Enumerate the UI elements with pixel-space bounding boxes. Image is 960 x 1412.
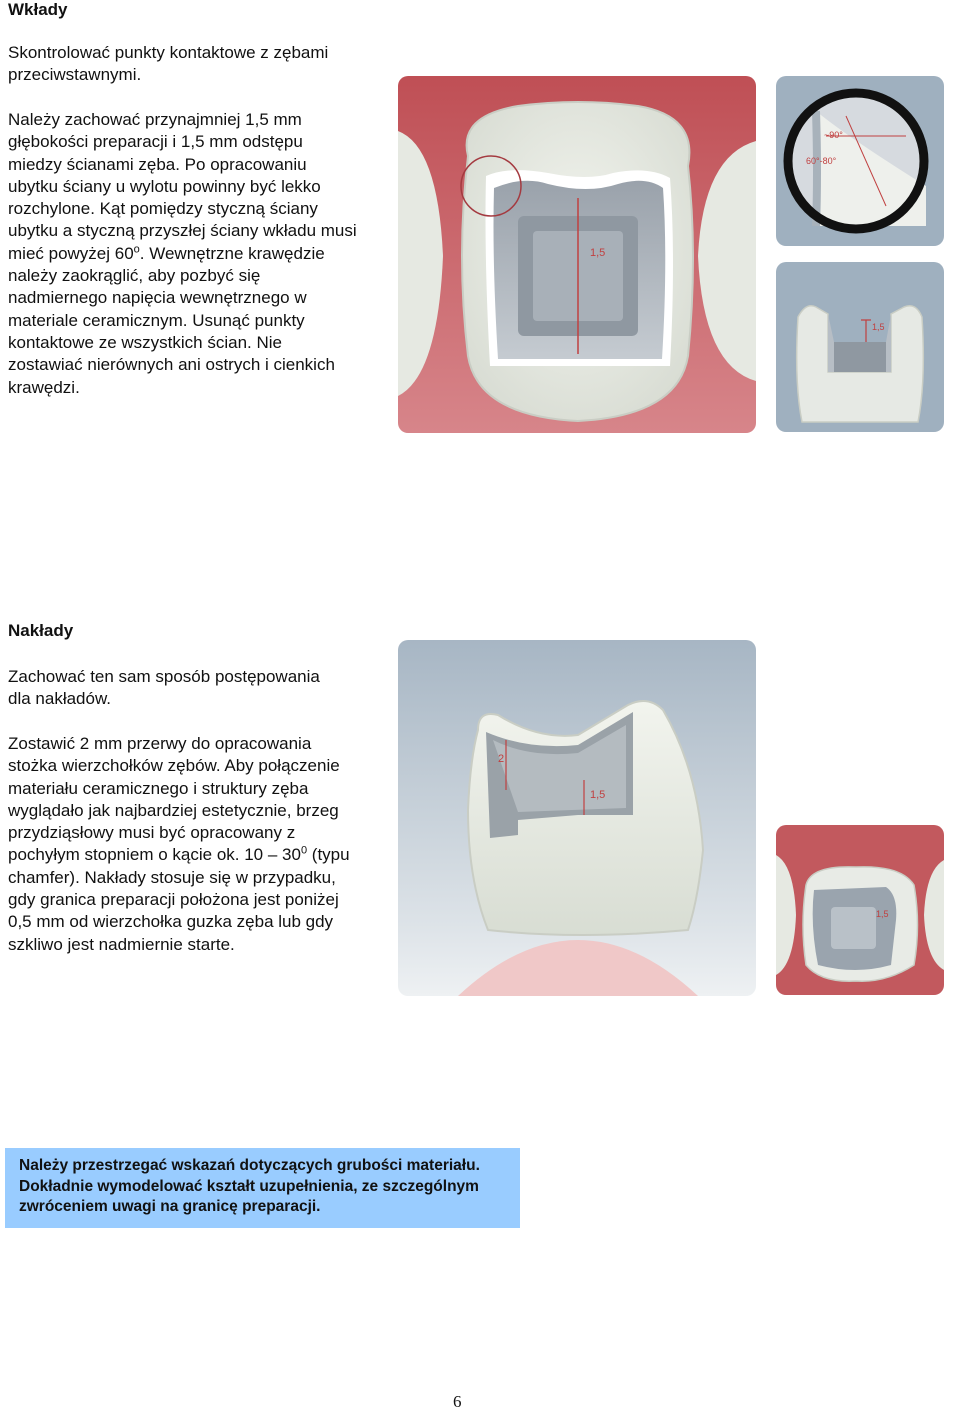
paragraph-onlay-procedure: Zachować ten sam sposób postępowania dla nakładów. — [8, 667, 320, 709]
paragraph-inlay-preparation — [8, 109, 360, 399]
angle-label-90: ~90° — [824, 130, 843, 140]
inlay-text-part1: Należy zachować przynajmniej 1,5 mm głębokości preparacji i 1,5 mm odstępu miedzy ścianami zęba. Po opracowaniu ubytku ściany u wylotu powinny być lekko rozchylone. Kąt pomiędzy styczną ściany ubytku a styczną przyszłej ściany wkładu musi mieć powyżej 60 — [8, 110, 357, 263]
inlay-occlusal-illustration — [398, 76, 756, 433]
angle-label-60-80: 60°-80° — [806, 156, 837, 166]
paragraph-onlay-preparation — [8, 733, 360, 956]
degree-superscript: o — [133, 243, 140, 256]
angle-detail-figure — [776, 76, 944, 246]
onlay-depth-label: 1,5 — [590, 789, 606, 801]
section-title-naklady: Nakłady — [8, 621, 74, 640]
warning-note-box: Należy przestrzegać wskazań dotyczących grubości materiału. Dokładnie wymodelować kształt uzupełnienia, ze szczególnym zwróceniem uwagi na granicę preparacji. — [5, 1148, 520, 1228]
inlay-depth-label: 1,5 — [590, 247, 606, 259]
onlay-occlusal-figure — [776, 825, 944, 995]
page-number: 6 — [453, 1392, 462, 1411]
inlay-text-part2: . Wewnętrzne krawędzie należy zaokrąglić, aby pozbyć się nadmiernego napięcia wewnętrznego w materiale ceramicznym. Usunąć punkty kontaktowe ze wszystkich ścian. Nie zostawiać nierównych ani ostrych i cienkich krawędzi. — [8, 243, 335, 397]
onlay-occlusal-label: 1,5 — [876, 909, 889, 919]
angle-detail-illustration — [776, 76, 944, 246]
inlay-cross-section-figure — [776, 262, 944, 432]
onlay-text-part2: (typu chamfer). Nakłady stosuje się w przypadku, gdy granica preparacji położona jest poniżej 0,5 mm od wierzchołka guzka zęba lub gdy szkliwo jest nadmiernie starte. — [8, 845, 350, 954]
onlay-text-part1: Zostawić 2 mm przerwy do opracowania stożka wierzchołków zębów. Aby połączenie materiału ceramicznego i struktury zęba wyglądało jak najbardziej estetycznie, brzeg przydziąsłowy musi być opracowany z pochyłym stopniem o kącie ok. 10 – 30 — [8, 734, 340, 865]
onlay-side-illustration — [398, 640, 756, 996]
inlay-occlusal-figure — [398, 76, 756, 433]
cross-section-depth-label: 1,5 — [872, 322, 885, 332]
onlay-occlusal-illustration — [776, 825, 944, 995]
section-title-wklady: Wkłady — [8, 0, 68, 19]
onlay-side-figure — [398, 640, 756, 996]
inlay-cross-section-illustration — [776, 262, 944, 432]
paragraph-contact-points: Skontrolować punkty kontaktowe z zębami przeciwstawnymi. — [8, 43, 329, 85]
onlay-degree-superscript: 0 — [300, 844, 308, 857]
onlay-clearance-label: 2 — [498, 753, 505, 765]
